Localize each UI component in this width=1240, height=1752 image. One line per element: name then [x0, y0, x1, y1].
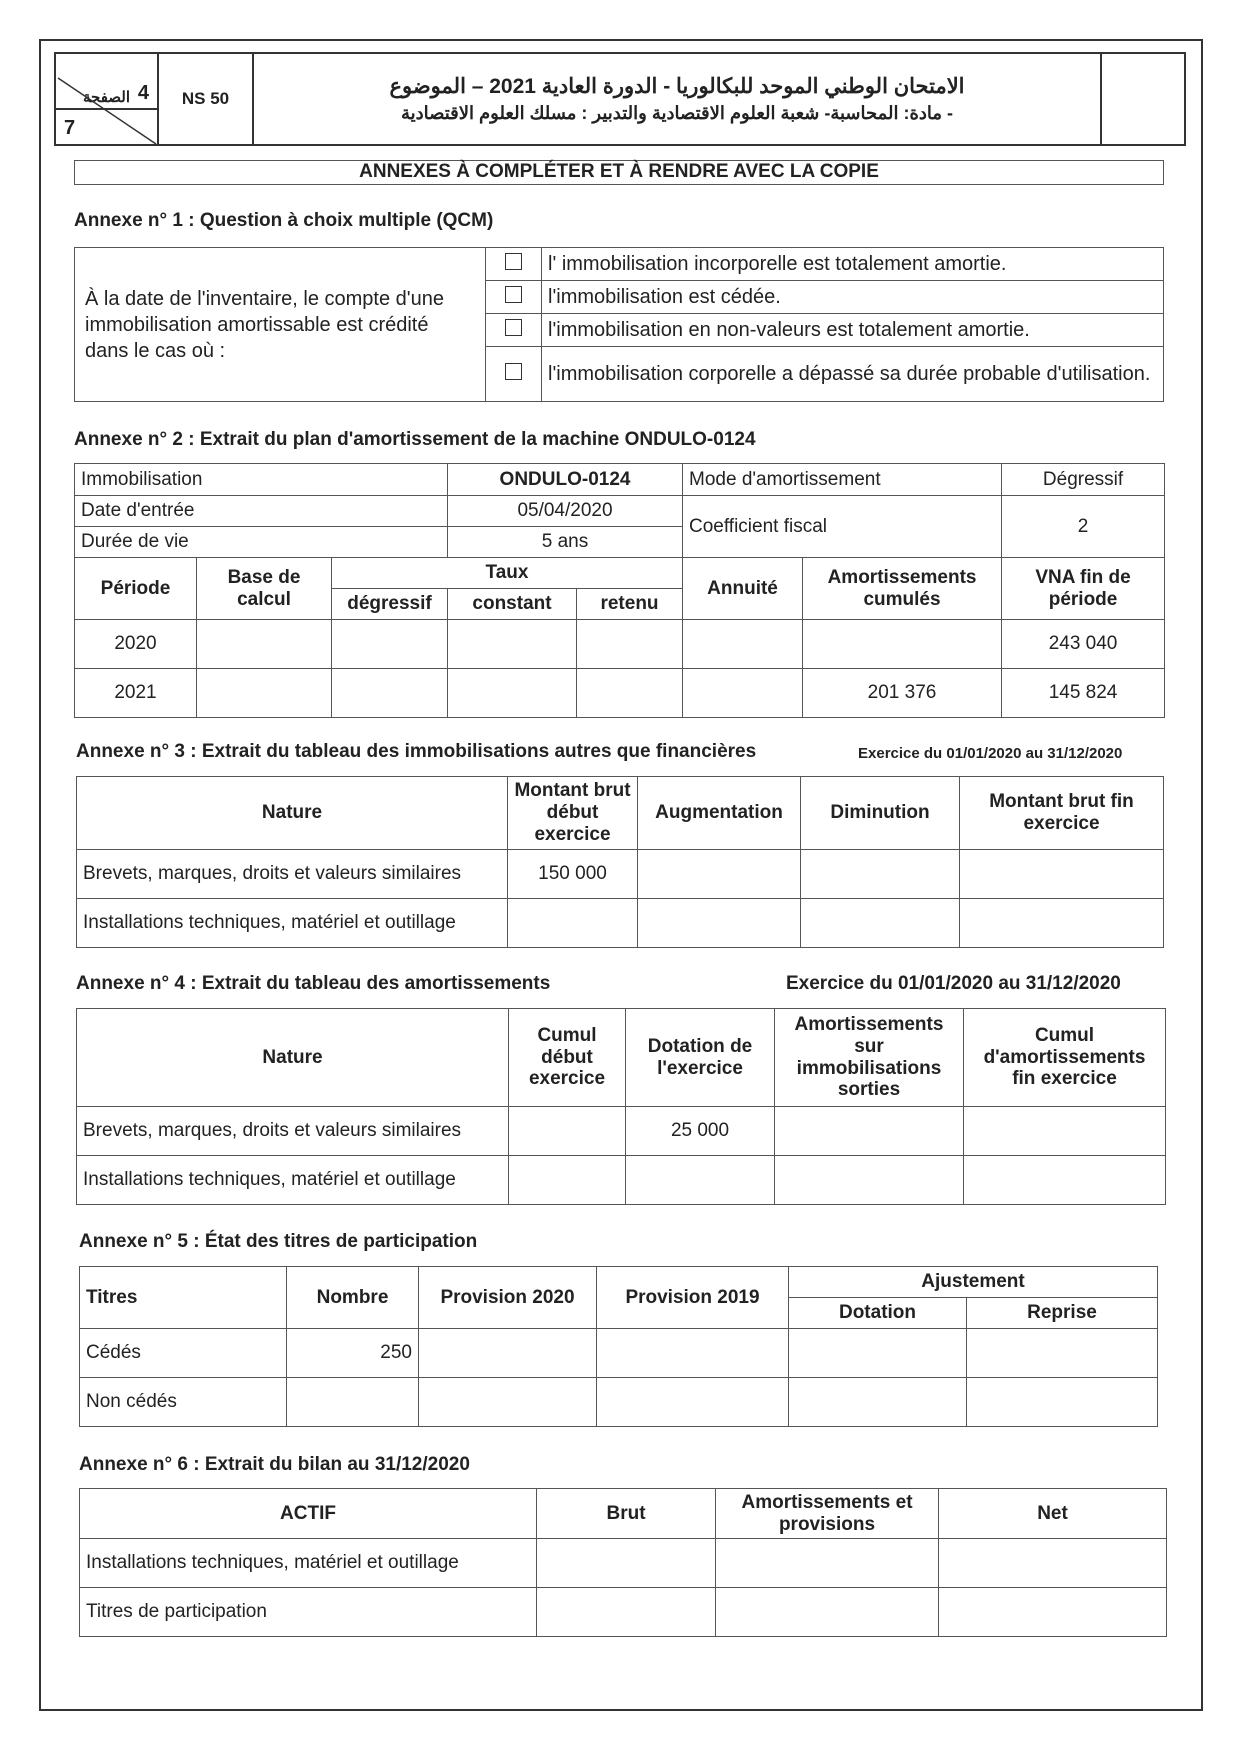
input-cell[interactable]: [683, 669, 803, 718]
value: 145 824: [1002, 669, 1165, 718]
annexe2-title: Annexe n° 2 : Extrait du plan d'amortissement de la machine ONDULO-0124: [74, 429, 756, 450]
input-cell[interactable]: [448, 669, 577, 718]
page-counter: [55, 53, 158, 145]
table-cell: Installations techniques, matériel et outillage: [77, 1156, 509, 1205]
col-header: ACTIF: [80, 1489, 537, 1539]
value: 201 376: [803, 669, 1002, 718]
label: Mode d'amortissement: [683, 464, 1002, 496]
col-header: Nature: [77, 1009, 509, 1107]
input-cell[interactable]: [419, 1378, 597, 1427]
input-cell[interactable]: [448, 620, 577, 669]
table-row: [77, 850, 1164, 899]
input-cell[interactable]: [960, 850, 1164, 899]
page-total: 7: [64, 117, 76, 139]
input-cell[interactable]: [197, 669, 332, 718]
input-cell[interactable]: [597, 1329, 789, 1378]
input-cell[interactable]: [419, 1329, 597, 1378]
input-cell[interactable]: [626, 1156, 775, 1205]
value: 5 ans: [448, 527, 683, 558]
input-cell[interactable]: [508, 899, 638, 948]
qcm-question: À la date de l'inventaire, le compte d'une immobilisation amortissable est crédité dans le cas où :: [75, 248, 486, 402]
col-header: Montant brut début exercice: [508, 777, 638, 850]
annexes-banner: ANNEXES À COMPLÉTER ET À RENDRE AVEC LA COPIE: [74, 160, 1164, 185]
label: Immobilisation: [75, 464, 448, 496]
exam-code: NS 50: [158, 53, 253, 145]
col-header: Nature: [77, 777, 508, 850]
input-cell[interactable]: [638, 899, 801, 948]
table-row: [80, 1378, 1158, 1427]
table-cell: Cédés: [80, 1329, 287, 1378]
value: 243 040: [1002, 620, 1165, 669]
value: 2: [1002, 496, 1165, 558]
col-header: dégressif: [332, 589, 448, 620]
input-cell[interactable]: [775, 1156, 964, 1205]
input-cell[interactable]: [939, 1588, 1167, 1637]
input-cell[interactable]: [509, 1107, 626, 1156]
col-header: constant: [448, 589, 577, 620]
col-header: Nombre: [287, 1267, 419, 1329]
col-header: Cumul d'amortissements fin exercice: [964, 1009, 1166, 1107]
annexe3-period: Exercice du 01/01/2020 au 31/12/2020: [858, 745, 1123, 762]
annexe1-title: Annexe n° 1 : Question à choix multiple (QCM): [74, 210, 494, 231]
input-cell[interactable]: [509, 1156, 626, 1205]
page-label: الصفحة: [56, 88, 157, 110]
table-cell: Installations techniques, matériel et outillage: [80, 1539, 537, 1588]
label: Date d'entrée: [75, 496, 448, 527]
qcm-option: l'immobilisation corporelle a dépassé sa durée probable d'utilisation.: [542, 347, 1164, 402]
table-cell: 25 000: [626, 1107, 775, 1156]
input-cell[interactable]: [801, 850, 960, 899]
annexe5-title: Annexe n° 5 : État des titres de participation: [79, 1231, 478, 1252]
qcm-table: [74, 247, 1164, 402]
option-checkbox[interactable]: [505, 319, 522, 336]
annexe4-period: Exercice du 01/01/2020 au 31/12/2020: [786, 973, 1121, 994]
value: Dégressif: [1002, 464, 1165, 496]
exam-subtitle: - مادة: المحاسبة- شعبة العلوم الاقتصادية والتدبير : مسلك العلوم الاقتصادية: [400, 103, 954, 124]
input-cell[interactable]: [332, 620, 448, 669]
amortization-plan-table: [74, 463, 1165, 718]
input-cell[interactable]: [789, 1329, 967, 1378]
annexe4-title: Annexe n° 4 : Extrait du tableau des amortissements: [76, 973, 551, 994]
input-cell[interactable]: [960, 899, 1164, 948]
table-row: [80, 1539, 1167, 1588]
col-header: Brut: [537, 1489, 716, 1539]
table-row: [80, 1329, 1158, 1378]
col-header: Période: [75, 558, 197, 620]
col-header: Provision 2020: [419, 1267, 597, 1329]
input-cell[interactable]: [967, 1329, 1158, 1378]
col-header: Amortissements cumulés: [803, 558, 1002, 620]
col-header: Taux: [332, 558, 683, 589]
input-cell[interactable]: [775, 1107, 964, 1156]
col-header: Annuité: [683, 558, 803, 620]
table-cell: Brevets, marques, droits et valeurs similaires: [77, 1107, 509, 1156]
table-row: [75, 620, 1165, 669]
input-cell[interactable]: [577, 620, 683, 669]
input-cell[interactable]: [789, 1378, 967, 1427]
value: ONDULO-0124: [448, 464, 683, 496]
col-header: Dotation de l'exercice: [626, 1009, 775, 1107]
titres-participation-table: [79, 1266, 1158, 1427]
input-cell[interactable]: [197, 620, 332, 669]
table-cell: Non cédés: [80, 1378, 287, 1427]
table-row: [77, 1156, 1166, 1205]
input-cell[interactable]: [964, 1107, 1166, 1156]
qcm-option: l'immobilisation est cédée.: [542, 281, 1164, 314]
input-cell[interactable]: [537, 1588, 716, 1637]
input-cell[interactable]: [597, 1378, 789, 1427]
table-cell: 250: [287, 1329, 419, 1378]
annexe6-title: Annexe n° 6 : Extrait du bilan au 31/12/2020: [79, 1454, 470, 1475]
col-header: Diminution: [801, 777, 960, 850]
col-header: Net: [939, 1489, 1167, 1539]
input-cell[interactable]: [716, 1588, 939, 1637]
col-header: Provision 2019: [597, 1267, 789, 1329]
col-header: Dotation: [789, 1298, 967, 1329]
empty-cell: [1101, 53, 1185, 145]
col-header: Titres: [80, 1267, 287, 1329]
col-header: Amortissements et provisions: [716, 1489, 939, 1539]
option-checkbox[interactable]: [505, 286, 522, 303]
table-cell: 2020: [75, 620, 197, 669]
input-cell[interactable]: [967, 1378, 1158, 1427]
exam-title: الامتحان الوطني الموحد للبكالوريا - الدورة العادية 2021 – الموضوع: [389, 74, 965, 98]
input-cell[interactable]: [638, 850, 801, 899]
input-cell[interactable]: [803, 620, 1002, 669]
input-cell[interactable]: [964, 1156, 1166, 1205]
label: Coefficient fiscal: [683, 496, 1002, 558]
qcm-option: l' immobilisation incorporelle est totalement amortie.: [542, 248, 1164, 281]
input-cell[interactable]: [577, 669, 683, 718]
input-cell[interactable]: [683, 620, 803, 669]
page-number: 4: [137, 82, 149, 104]
col-header: Montant brut fin exercice: [960, 777, 1164, 850]
table-row: [77, 899, 1164, 948]
input-cell[interactable]: [537, 1539, 716, 1588]
table-cell: 150 000: [508, 850, 638, 899]
col-header: VNA fin de période: [1002, 558, 1165, 620]
bilan-table: [79, 1488, 1167, 1637]
input-cell[interactable]: [801, 899, 960, 948]
col-header: Ajustement: [789, 1267, 1158, 1298]
table-cell: Installations techniques, matériel et outillage: [77, 899, 508, 948]
table-row: [80, 1588, 1167, 1637]
input-cell[interactable]: [939, 1539, 1167, 1588]
table-cell: Titres de participation: [80, 1588, 537, 1637]
col-header: Cumul début exercice: [509, 1009, 626, 1107]
amortissements-table: [76, 1008, 1166, 1205]
option-checkbox[interactable]: [505, 363, 522, 380]
label: Durée de vie: [75, 527, 448, 558]
table-row: [77, 1107, 1166, 1156]
immobilisations-table: [76, 776, 1164, 948]
input-cell[interactable]: [332, 669, 448, 718]
input-cell[interactable]: [716, 1539, 939, 1588]
table-cell: 2021: [75, 669, 197, 718]
col-header: Base de calcul: [197, 558, 332, 620]
table-cell: Brevets, marques, droits et valeurs similaires: [77, 850, 508, 899]
value: 05/04/2020: [448, 496, 683, 527]
exam-header: [54, 52, 1186, 146]
col-header: Amortissements sur immobilisations sorties: [775, 1009, 964, 1107]
qcm-option: l'immobilisation en non-valeurs est totalement amortie.: [542, 314, 1164, 347]
col-header: retenu: [577, 589, 683, 620]
annexe3-title: Annexe n° 3 : Extrait du tableau des immobilisations autres que financières: [76, 741, 757, 762]
option-checkbox[interactable]: [505, 253, 522, 270]
table-row: [75, 669, 1165, 718]
col-header: Augmentation: [638, 777, 801, 850]
input-cell[interactable]: [287, 1378, 419, 1427]
col-header: Reprise: [967, 1298, 1158, 1329]
